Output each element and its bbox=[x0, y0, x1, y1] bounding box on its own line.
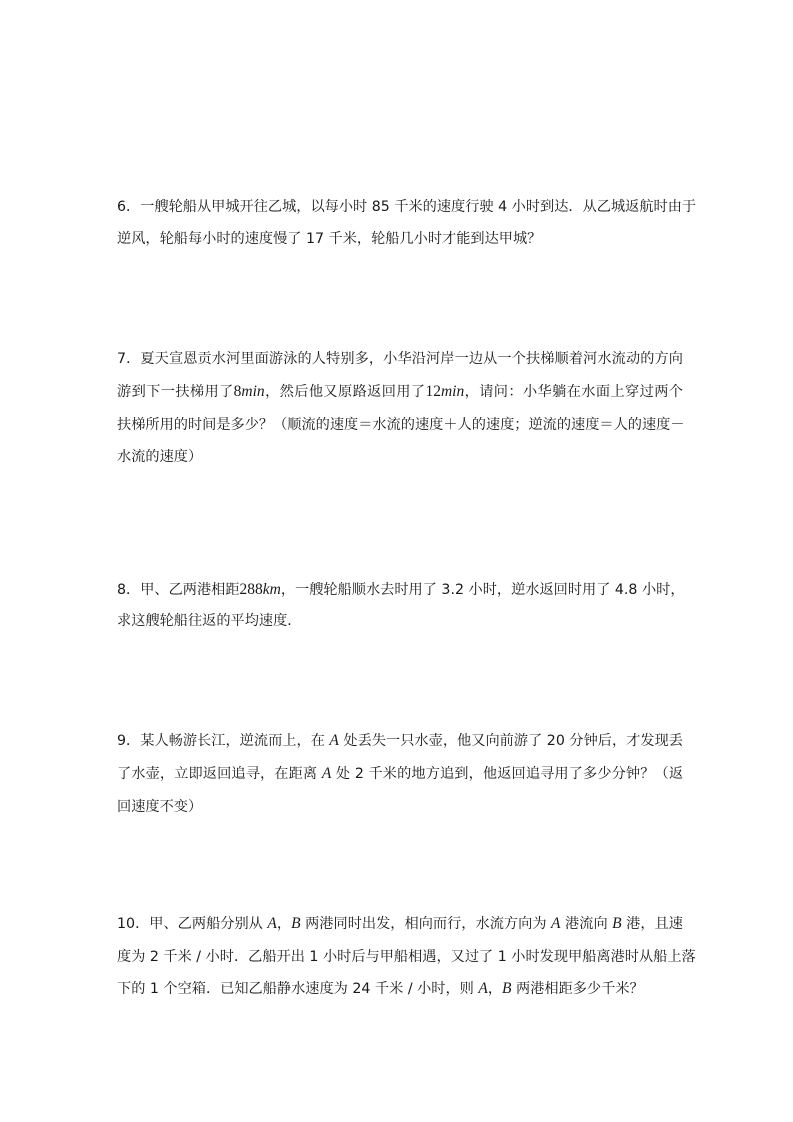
text-segment: 了水壶，立即返回追寻，在距离 bbox=[117, 766, 322, 782]
math-variable: A bbox=[329, 732, 339, 749]
text-segment: 288 bbox=[239, 581, 263, 598]
question-line bbox=[117, 448, 683, 466]
math-variable: B bbox=[291, 915, 301, 932]
question-line bbox=[117, 383, 683, 401]
text-segment: ，一艘轮船顺水去时用了 3.2 小时，逆水返回时用了 4.8 小时， bbox=[280, 582, 685, 598]
text-segment: 两港同时出发，相向而行，水流方向为 bbox=[300, 916, 552, 932]
text-segment: 处 2 千米的地方追到，他返回追寻用了多少分钟？（返 bbox=[331, 766, 684, 782]
text-segment: ，然后他又原路返回用了 bbox=[264, 384, 426, 400]
text-segment: 扶梯所用的时间是多少？（顺流的速度＝水流的速度＋人的速度；逆流的速度＝人的速度－ bbox=[117, 417, 685, 433]
text-segment: 10．甲、乙两船分别从 bbox=[117, 916, 268, 932]
question-line bbox=[117, 198, 697, 216]
text-segment: 度为 2 千米 / 小时．乙船开出 1 小时后与甲船相遇，又过了 1 小时发现甲船离港时从船上落 bbox=[117, 949, 696, 965]
math-variable: A bbox=[478, 980, 488, 997]
question-line bbox=[117, 230, 683, 248]
question-line bbox=[117, 915, 683, 933]
question-line bbox=[117, 416, 683, 434]
question-line bbox=[117, 581, 683, 599]
math-variable: B bbox=[612, 915, 622, 932]
text-segment: 下的 1 个空箱．已知乙船静水速度为 24 千米 / 小时，则 bbox=[117, 981, 479, 997]
text-segment: ，请问：小华躺在水面上穿过两个 bbox=[464, 384, 683, 400]
text-segment: 回速度不变） bbox=[117, 799, 203, 815]
math-variable: A bbox=[267, 915, 277, 932]
text-segment: 逆风，轮船每小时的速度慢了 17 千米，轮船几小时才能到达甲城？ bbox=[117, 231, 542, 247]
question-line bbox=[117, 980, 683, 998]
text-segment: 7．夏天宣恩贡水河里面游泳的人特别多，小华沿河岸一边从一个扶梯顺着河水流动的方向 bbox=[117, 351, 683, 367]
question-line bbox=[117, 798, 683, 816]
question-line bbox=[117, 350, 683, 368]
text-segment: 8．甲、乙两港相距 bbox=[117, 582, 240, 598]
text-segment: 两港相距多少千米？ bbox=[511, 981, 644, 997]
math-variable: A bbox=[551, 915, 561, 932]
text-segment: ， bbox=[487, 981, 503, 997]
math-variable: min bbox=[440, 383, 465, 400]
math-variable: A bbox=[321, 765, 332, 782]
text-segment: 9．某人畅游长江，逆流而上，在 bbox=[117, 733, 330, 749]
question-line bbox=[117, 612, 683, 630]
text-segment: 游到下一扶梯用了 bbox=[117, 384, 234, 400]
text-segment: 12 bbox=[425, 383, 441, 400]
text-segment: 求这艘轮船往返的平均速度． bbox=[117, 613, 302, 629]
math-variable: km bbox=[262, 581, 281, 598]
text-segment: 6．一艘轮船从甲城开往乙城，以每小时 85 千米的速度行驶 4 小时到达．从乙城返航时由于 bbox=[117, 199, 697, 215]
question-line bbox=[117, 948, 696, 966]
text-segment: 水流的速度） bbox=[117, 449, 203, 465]
math-variable: B bbox=[502, 980, 512, 997]
text-segment: 8 bbox=[233, 383, 242, 400]
question-line bbox=[117, 732, 683, 750]
text-segment: 处丢失一只水壶，他又向前游了 20 分钟后，才发现丢 bbox=[338, 733, 683, 749]
text-segment: 港，且速 bbox=[621, 916, 683, 932]
question-line bbox=[117, 765, 683, 783]
text-segment: 港流向 bbox=[560, 916, 613, 932]
math-variable: min bbox=[241, 383, 265, 400]
text-segment: ， bbox=[276, 916, 292, 932]
